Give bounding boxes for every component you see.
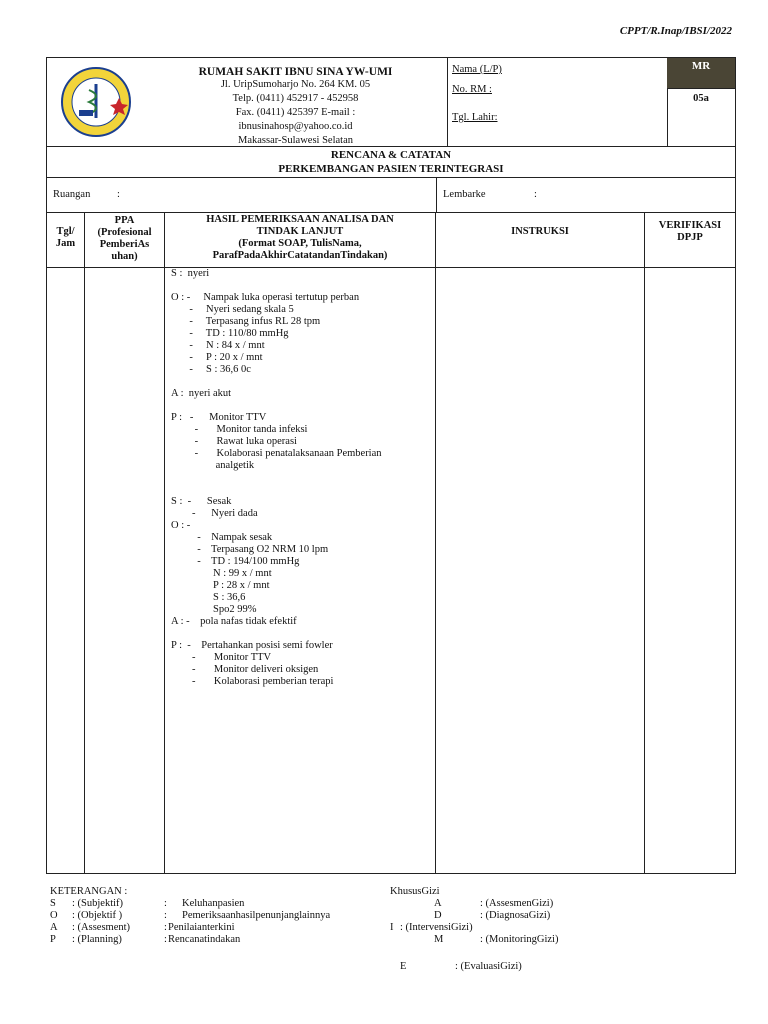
legend-term: : (Planning) bbox=[72, 934, 122, 945]
note-line: - N : 84 x / mnt bbox=[171, 340, 265, 351]
note-line: S : nyeri bbox=[171, 268, 210, 279]
note-line: - S : 36,6 0c bbox=[171, 364, 251, 375]
hospital-city: Makassar-Sulawesi Selatan bbox=[238, 135, 353, 146]
patient-info bbox=[447, 58, 668, 146]
note-line: O : - bbox=[171, 520, 191, 531]
note-line bbox=[171, 484, 435, 496]
form-title-line-2: PERKEMBANGAN PASIEN TERINTEGRASI bbox=[278, 163, 504, 175]
note-line bbox=[171, 280, 435, 292]
mr-label: MR bbox=[667, 58, 735, 89]
col-ppa-body bbox=[85, 268, 165, 873]
note-line: - Monitor deliveri oksigen bbox=[171, 664, 319, 675]
note-line: Spo2 99% bbox=[171, 604, 257, 615]
note-line: - P : 20 x / mnt bbox=[171, 352, 263, 363]
gizi-key: I bbox=[390, 922, 394, 933]
note-line bbox=[171, 472, 435, 484]
mr-value: 05a bbox=[693, 93, 709, 104]
note-line: A : - pola nafas tidak efektif bbox=[171, 616, 297, 627]
col-hasil-header: HASIL PEMERIKSAAN ANALISA DAN TINDAK LANJUT (Format SOAP, TulisNama, ParafPadaAkhirCatatandanTindakan) bbox=[165, 212, 436, 268]
ruangan-colon: : bbox=[117, 189, 120, 200]
hospital-fax: Fax. (0411) 425397 E-mail : bbox=[235, 107, 356, 118]
col-instruksi-body bbox=[436, 268, 645, 873]
document-code: CPPT/R.Inap/IBSI/2022 bbox=[619, 25, 732, 37]
note-line bbox=[171, 400, 435, 412]
lembar-label: Lembarke bbox=[443, 189, 486, 200]
hospital-name: RUMAH SAKIT IBNU SINA YW-UMI bbox=[198, 66, 393, 78]
note-line: O : - Nampak luka operasi tertutup perban bbox=[171, 292, 360, 303]
note-line: A : nyeri akut bbox=[171, 388, 232, 399]
legend-desc: Pemeriksaanhasilpenunjanglainnya bbox=[182, 910, 331, 921]
note-line: - Terpasang O2 NRM 10 lpm bbox=[171, 544, 329, 555]
legend-colon: : bbox=[164, 922, 167, 933]
note-line: N : 99 x / mnt bbox=[171, 568, 272, 579]
col-ppa-header: PPA (Profesional PemberiAs uhan) bbox=[85, 212, 165, 268]
note-line: S : 36,6 bbox=[171, 592, 246, 603]
gizi-term: : (IntervensiGizi) bbox=[400, 922, 473, 933]
note-line: - Nyeri dada bbox=[171, 508, 258, 519]
note-line: - Nampak sesak bbox=[171, 532, 273, 543]
gizi-term: : (DiagnosaGizi) bbox=[480, 910, 551, 921]
legend-term: : (Objektif ) bbox=[72, 910, 123, 921]
legend-colon: : bbox=[164, 934, 167, 945]
hospital-info bbox=[144, 58, 448, 146]
note-line: - Monitor tanda infeksi bbox=[171, 424, 308, 435]
note-line: P : 28 x / mnt bbox=[171, 580, 270, 591]
legend-key: A bbox=[50, 922, 58, 933]
legend-colon: : bbox=[164, 898, 167, 909]
note-line: - Monitor TTV bbox=[171, 652, 272, 663]
note-line: - Nyeri sedang skala 5 bbox=[171, 304, 294, 315]
legend-key: S bbox=[50, 898, 56, 909]
hospital-address: Jl. UripSumoharjo No. 264 KM. 05 bbox=[220, 79, 371, 90]
col-verifikasi-body bbox=[645, 268, 735, 873]
row-divider bbox=[436, 178, 437, 212]
legend bbox=[50, 886, 750, 986]
lembar-colon: : bbox=[534, 189, 537, 200]
gizi-key: A bbox=[434, 898, 442, 909]
gizi-term: : (AssesmenGizi) bbox=[480, 898, 554, 909]
note-line bbox=[171, 628, 435, 640]
col-instruksi-header: INSTRUKSI bbox=[436, 212, 645, 268]
form-title-line-1: RENCANA & CATATAN bbox=[330, 149, 452, 161]
mr-box bbox=[667, 58, 735, 146]
col-tgl-body bbox=[47, 268, 85, 873]
ruangan-row bbox=[47, 178, 735, 213]
legend-term: : (Assesment) bbox=[72, 922, 131, 933]
note-line: - Rawat luka operasi bbox=[171, 436, 297, 447]
hospital-logo bbox=[47, 58, 144, 146]
legend-desc: Rencanatindakan bbox=[168, 934, 241, 945]
gizi-key: D bbox=[434, 910, 442, 921]
legend-desc: Keluhanpasien bbox=[182, 898, 245, 909]
patient-rm-label: No. RM : bbox=[452, 84, 492, 95]
note-line: P : - Pertahankan posisi semi fowler bbox=[171, 640, 333, 651]
legend-key: P bbox=[50, 934, 56, 945]
note-line: - TD : 110/80 mmHg bbox=[171, 328, 289, 339]
note-line: analgetik bbox=[171, 460, 255, 471]
note-line: P : - Monitor TTV bbox=[171, 412, 267, 423]
note-line bbox=[171, 376, 435, 388]
gizi-title: KhususGizi bbox=[390, 886, 440, 897]
note-line: - Terpasang infus RL 28 tpm bbox=[171, 316, 321, 327]
gizi-term: : (EvaluasiGizi) bbox=[455, 961, 522, 972]
cppt-table bbox=[46, 147, 736, 874]
hospital-email: ibnusinahosp@yahoo.co.id bbox=[238, 121, 353, 132]
legend-title: KETERANGAN : bbox=[50, 886, 128, 897]
note-line: S : - Sesak bbox=[171, 496, 232, 507]
gizi-term: : (MonitoringGizi) bbox=[480, 934, 559, 945]
note-line: - TD : 194/100 mmHg bbox=[171, 556, 300, 567]
patient-dob-label: Tgl. Lahir: bbox=[452, 112, 498, 123]
hospital-phone: Telp. (0411) 452917 - 452958 bbox=[232, 93, 359, 104]
col-verifikasi-header: VERIFIKASI DPJP bbox=[645, 212, 735, 268]
gizi-key: M bbox=[434, 934, 444, 945]
legend-colon: : bbox=[164, 910, 167, 921]
col-tgl-header: Tgl/ Jam bbox=[47, 212, 85, 268]
note-line: - Kolaborasi penatalaksanaan Pemberian bbox=[171, 448, 382, 459]
legend-term: : (Subjektif) bbox=[72, 898, 124, 909]
legend-desc: Penilaianterkini bbox=[168, 922, 235, 933]
form-title bbox=[47, 147, 735, 178]
legend-key: O bbox=[50, 910, 58, 921]
gizi-key: E bbox=[400, 961, 407, 972]
patient-name-label: Nama (L/P) bbox=[452, 64, 502, 75]
note-line: - Kolaborasi pemberian terapi bbox=[171, 676, 334, 687]
form-header bbox=[46, 57, 736, 147]
soap-notes bbox=[165, 268, 436, 873]
ruangan-label: Ruangan bbox=[53, 189, 91, 200]
